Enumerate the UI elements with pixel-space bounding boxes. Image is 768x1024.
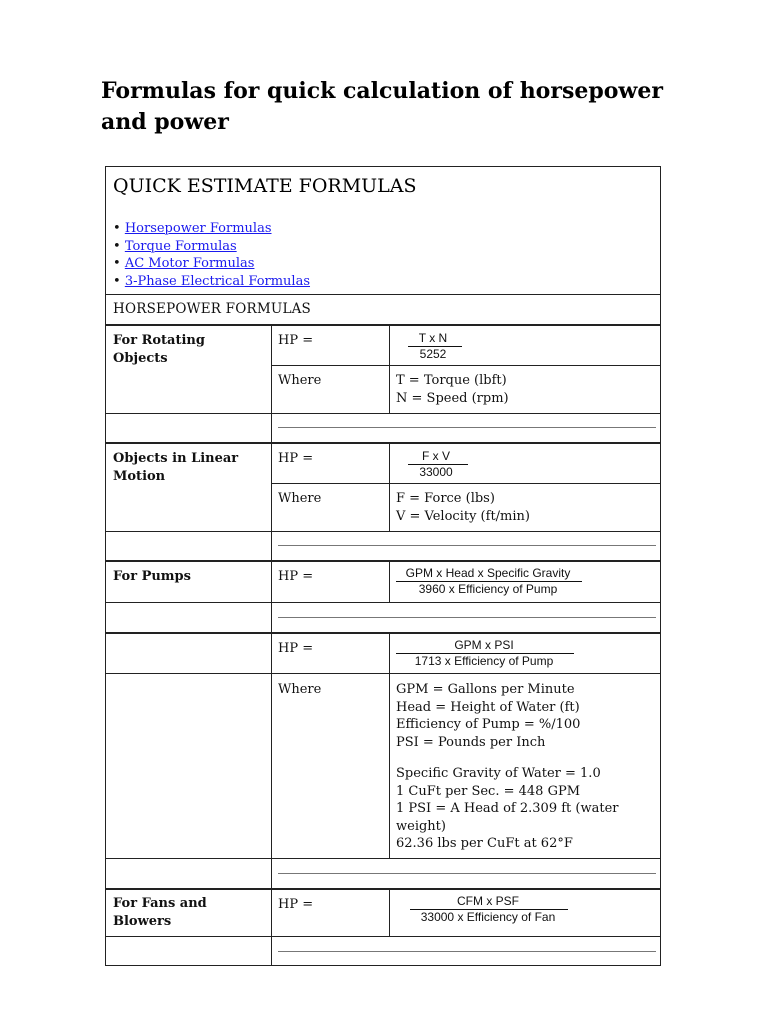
link-3-phase-formulas[interactable]: 3-Phase Electrical Formulas — [124, 273, 311, 289]
row-divider — [106, 413, 660, 414]
pumps-psi-formula — [396, 638, 586, 670]
row-divider — [272, 365, 660, 366]
where-line: T = Torque (lbft) — [396, 373, 507, 388]
row-divider — [106, 560, 660, 562]
row-divider — [272, 483, 660, 484]
hp-label: HP = — [278, 333, 314, 348]
spacer-rule — [278, 545, 656, 546]
where-line: N = Speed (rpm) — [396, 390, 509, 406]
row-divider — [106, 673, 660, 674]
table-heading: QUICK ESTIMATE FORMULAS — [113, 175, 417, 197]
where-line: V = Velocity (ft/min) — [396, 508, 530, 524]
column-divider — [389, 633, 390, 859]
row-divider — [106, 888, 660, 890]
row-divider — [106, 531, 660, 532]
section-heading: HORSEPOWER FORMULAS — [113, 301, 312, 317]
where-label: Where — [278, 491, 322, 506]
where-line: Specific Gravity of Water = 1.0 — [396, 766, 601, 781]
hp-label: HP = — [278, 897, 314, 912]
where-line: 62.36 lbs per CuFt at 62°F — [396, 836, 573, 851]
hp-label: HP = — [278, 451, 314, 466]
formula-numerator: GPM x PSI — [454, 638, 514, 652]
column-divider — [271, 325, 272, 966]
where-label: Where — [278, 373, 322, 388]
column-divider — [389, 325, 390, 414]
formula-numerator: CFM x PSF — [457, 894, 519, 908]
formula-denominator: 1713 x Efficiency of Pump — [414, 654, 554, 668]
where-line: PSI = Pounds per Inch — [396, 734, 546, 750]
spacer-rule — [278, 951, 656, 952]
column-divider — [389, 443, 390, 532]
hp-label: HP = — [278, 641, 314, 656]
row-divider — [106, 442, 660, 444]
label-line: Objects in Linear — [113, 451, 239, 466]
row-divider — [106, 294, 660, 295]
formula-denominator: 3960 x Efficiency of Pump — [418, 582, 558, 596]
where-label: Where — [278, 682, 322, 697]
where-line: F = Force (lbs) — [396, 491, 495, 506]
formula-numerator: F x V — [421, 449, 450, 463]
rotating-formula — [396, 331, 476, 363]
formula-table — [105, 166, 661, 966]
row-divider — [106, 602, 660, 603]
linear-label — [113, 450, 238, 485]
hp-label: HP = — [278, 569, 314, 584]
bullet: • — [113, 256, 121, 271]
pumps-label: For Pumps — [113, 569, 191, 584]
label-line: Objects — [113, 350, 168, 366]
link-horsepower-formulas[interactable]: Horsepower Formulas — [124, 221, 272, 236]
spacer-rule — [278, 427, 656, 428]
bullet: • — [113, 273, 121, 289]
formula-denominator: 33000 x Efficiency of Fan — [420, 910, 556, 924]
where-text — [396, 681, 656, 853]
page-title: Formulas for quick calculation of horsepower and power — [101, 78, 663, 135]
spacer-rule — [278, 873, 656, 874]
row-divider — [106, 632, 660, 634]
link-ac-motor-formulas[interactable]: AC Motor Formulas — [124, 256, 255, 271]
pumps-formula — [396, 566, 586, 598]
list-item — [113, 238, 310, 256]
link-torque-formulas[interactable]: Torque Formulas — [124, 238, 237, 254]
list-item — [113, 255, 310, 273]
column-divider — [389, 889, 390, 936]
bullet: • — [113, 238, 121, 254]
list-item — [113, 273, 310, 291]
formula-denominator: 33000 — [419, 465, 453, 479]
where-line: 1 PSI = A Head of 2.309 ft (water — [396, 801, 619, 816]
formula-numerator: T x N — [418, 331, 448, 345]
linear-formula — [396, 449, 486, 481]
formula-numerator: GPM x Head x Specific Gravity — [405, 566, 571, 580]
where-line: 1 CuFt per Sec. = 448 GPM — [396, 783, 581, 799]
label-line: For Fans and — [113, 896, 207, 911]
where-line: GPM = Gallons per Minute — [396, 682, 575, 697]
fans-label — [113, 895, 207, 930]
row-divider — [106, 324, 660, 326]
where-line: weight) — [396, 818, 446, 834]
bullet: • — [113, 221, 121, 236]
label-line: Motion — [113, 468, 166, 484]
row-divider — [106, 936, 660, 937]
fans-formula — [396, 894, 586, 926]
where-line: Head = Height of Water (ft) — [396, 699, 580, 715]
label-line: Blowers — [113, 913, 172, 929]
link-list — [113, 220, 310, 290]
spacer-rule — [278, 617, 656, 618]
label-line: For Rotating — [113, 333, 205, 348]
list-item — [113, 220, 310, 238]
rotating-label — [113, 332, 205, 367]
paragraph-gap — [396, 751, 656, 765]
formula-denominator: 5252 — [419, 347, 447, 361]
where-line: Efficiency of Pump = %/100 — [396, 717, 581, 732]
column-divider — [389, 561, 390, 603]
where-text — [396, 372, 509, 407]
row-divider — [106, 858, 660, 859]
where-text — [396, 490, 530, 525]
